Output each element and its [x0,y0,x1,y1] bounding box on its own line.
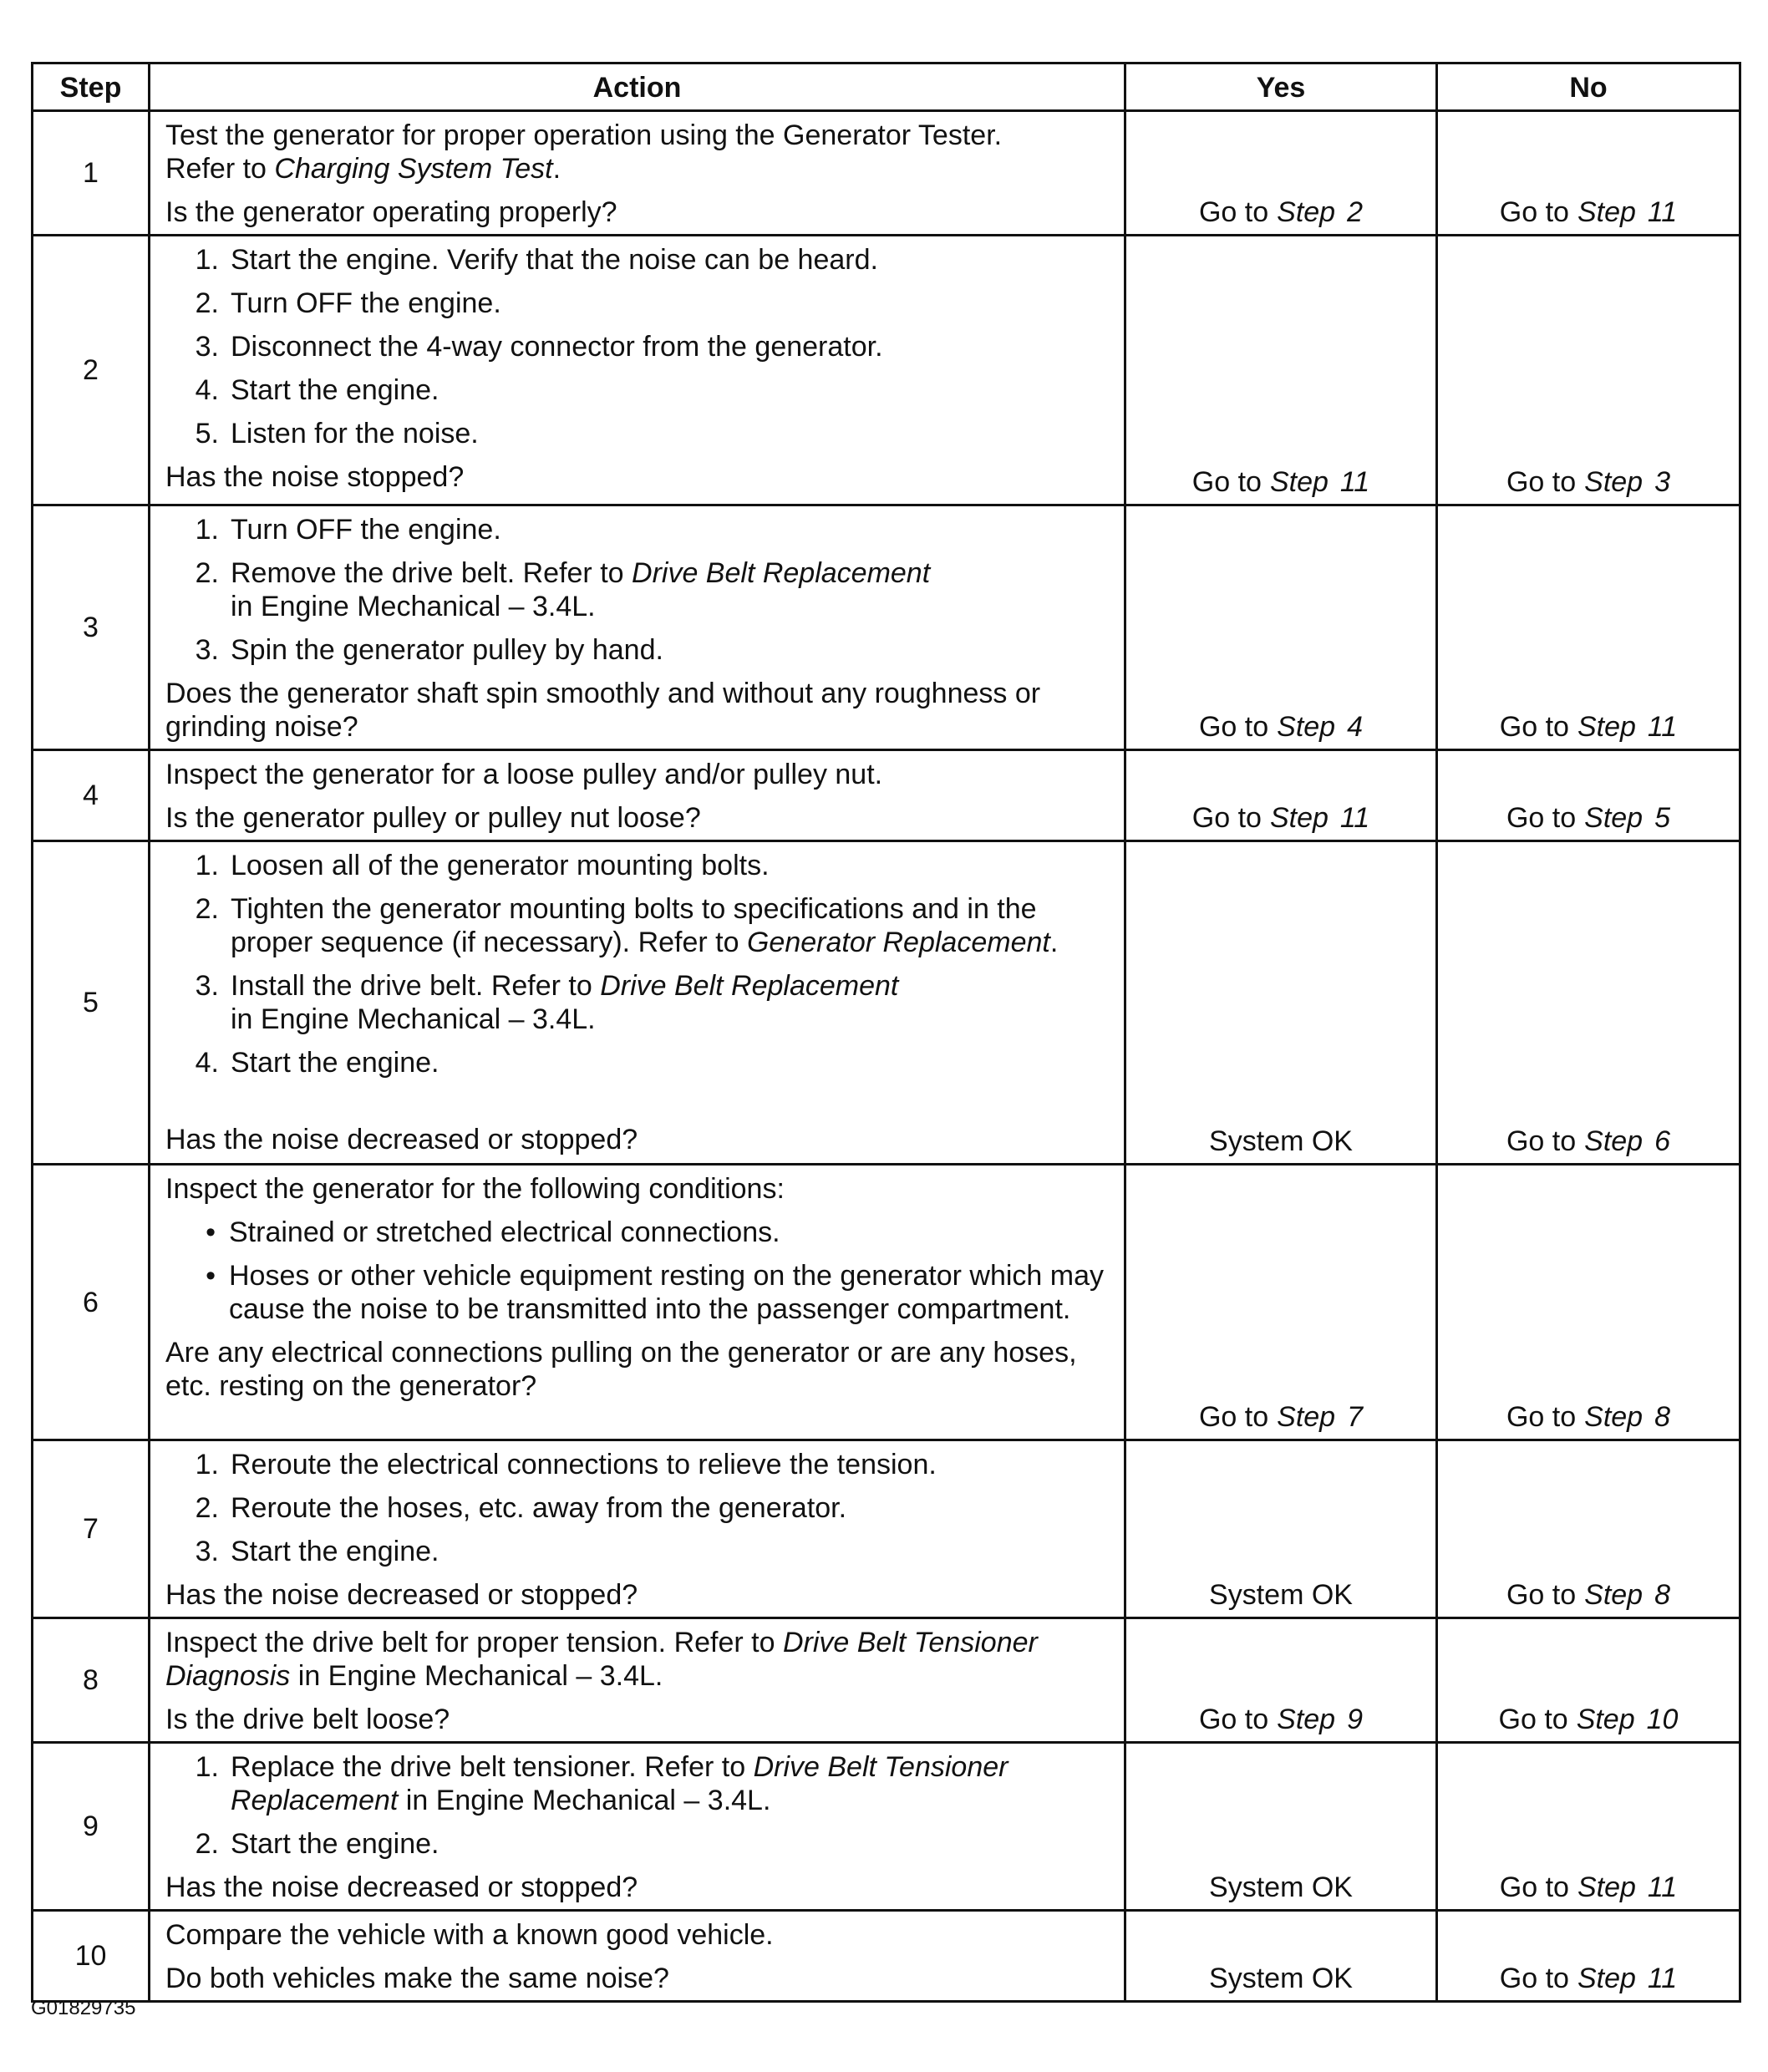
yes-cell: Go to Step 9 [1125,1618,1437,1743]
action-cell [150,1440,1125,1618]
step-number: 1 [33,111,150,236]
no-cell: Go to Step 3 [1437,236,1740,505]
header-no: No [1437,63,1740,111]
figure-code: G01829735 [31,1997,136,2019]
step-number: 3 [33,505,150,750]
action-text: Inspect the generator for the following conditions: [165,1173,785,1205]
list-item: 4. Start the engine. [195,374,439,406]
action-text: Refer to Charging System Test. [165,153,561,185]
yes-cell: Go to Step 4 [1125,505,1437,750]
question-text: Do both vehicles make the same noise? [165,1963,669,1994]
question-text: Is the generator pulley or pulley nut loose? [165,802,701,834]
action-cell [150,750,1125,841]
step-number: 7 [33,1440,150,1618]
action-cell [150,1618,1125,1743]
list-item: 1. Reroute the electrical connections to relieve the tension. [195,1449,937,1480]
list-item: 1. Loosen all of the generator mounting bolts. [195,850,770,881]
action-cell [150,111,1125,236]
goto-no-step: 11 [1647,1963,1678,1994]
table-row [33,236,1740,505]
action-cell [150,236,1125,505]
question-text: Are any electrical connections pulling on the generator or are any hoses, etc. resting on the generator? [165,1337,1077,1402]
table-header-row [33,63,1740,111]
yes-cell: System OK [1125,1743,1437,1911]
step-number: 4 [33,750,150,841]
step-number: 9 [33,1743,150,1911]
list-item: 2. Tighten the generator mounting bolts to specifications and in the proper sequence (if necessary). Refer to Generator Replacement. [195,893,1059,958]
step-number: 5 [33,841,150,1165]
list-item: 1. Turn OFF the engine. [195,514,501,546]
no-cell [1437,111,1740,236]
step-number: 6 [33,1165,150,1440]
no-cell: Go to Step 8 [1437,1165,1740,1440]
goto-label: Go to [1499,196,1569,228]
no-cell: Go to Step 5 [1437,750,1740,841]
goto-no-step: 11 [1647,711,1678,743]
table-row [33,111,1740,236]
list-item: 1. Replace the drive belt tensioner. Refer to Drive Belt Tensioner Replacement in Engine Mechanical – 3.4L. [195,1751,1008,1816]
table-row [33,1165,1740,1440]
yes-cell: Go to Step 11 [1125,236,1437,505]
action-text: Test the generator for proper operation using the Generator Tester. [165,119,1003,151]
table-row [33,750,1740,841]
question-text: Has the noise decreased or stopped? [165,1124,638,1155]
action-cell [150,841,1125,1165]
header-step: Step [33,63,150,111]
action-cell [150,1911,1125,2002]
step-number: 10 [33,1911,150,2002]
list-item: 3. Disconnect the 4-way connector from the generator. [195,331,883,363]
goto-no-step: 11 [1647,196,1678,228]
list-item: 4. Start the engine. [195,1047,439,1079]
action-text: Inspect the drive belt for proper tension. Refer to Drive Belt Tensioner Diagnosis in Engine Mechanical – 3.4L. [165,1627,1038,1692]
yes-cell: System OK [1125,1440,1437,1618]
action-text: Compare the vehicle with a known good vehicle. [165,1919,774,1951]
goto-yes-step: 2 [1347,196,1364,228]
action-cell [150,1165,1125,1440]
no-cell: Go to Step 11 [1437,1911,1740,2002]
bullet-item: • Strained or stretched electrical connections. [206,1216,780,1248]
goto-no-step: 8 [1654,1401,1671,1433]
list-item: 2. Turn OFF the engine. [195,287,501,319]
step-number: 2 [33,236,150,505]
no-cell: Go to Step 10 [1437,1618,1740,1743]
list-item: 3. Install the drive belt. Refer to Drive Belt Replacement in Engine Mechanical – 3.4L. [195,970,899,1035]
table-row [33,1618,1740,1743]
goto-yes-step: 4 [1347,711,1364,743]
goto-no-step: 3 [1654,466,1671,498]
no-cell: Go to Step 6 [1437,841,1740,1165]
list-item: 2. Start the engine. [195,1828,439,1860]
yes-cell [1125,111,1437,236]
question-text: Has the noise decreased or stopped? [165,1579,638,1611]
table-row [33,1911,1740,2002]
table-row [33,1743,1740,1911]
no-cell: Go to Step 11 [1437,1743,1740,1911]
question-text: Has the noise stopped? [165,461,465,493]
table-row [33,1440,1740,1618]
goto-yes-step: 11 [1339,466,1370,498]
step-word: Step [1577,196,1636,228]
goto-no-step: 10 [1646,1704,1679,1735]
list-item: 2. Remove the drive belt. Refer to Drive Belt Replacement in Engine Mechanical – 3.4L. [195,557,931,622]
goto-label: Go to [1198,196,1269,228]
no-cell: Go to Step 8 [1437,1440,1740,1618]
goto-yes-step: 9 [1347,1704,1364,1735]
question-text: Is the generator operating properly? [165,196,617,228]
table-row [33,505,1740,750]
action-cell [150,1743,1125,1911]
goto-no-step: 5 [1654,802,1671,834]
yes-cell: Go to Step 7 [1125,1165,1437,1440]
list-item: 3. Start the engine. [195,1536,439,1567]
no-cell: Go to Step 11 [1437,505,1740,750]
step-word: Step [1277,196,1336,228]
header-yes: Yes [1125,63,1437,111]
bullet-item: • Hoses or other vehicle equipment resting on the generator which may cause the noise to be transmitted into the passenger compartment. [206,1260,1105,1325]
header-action: Action [150,63,1125,111]
action-text: Inspect the generator for a loose pulley and/or pulley nut. [165,759,883,790]
goto-no-step: 6 [1654,1125,1671,1157]
goto-yes-step: 11 [1339,802,1370,834]
yes-cell: Go to Step 11 [1125,750,1437,841]
table-row [33,841,1740,1165]
action-cell [150,505,1125,750]
step-number: 8 [33,1618,150,1743]
goto-no-step: 8 [1654,1579,1671,1611]
goto-yes-step: 7 [1347,1401,1364,1433]
list-item: 3. Spin the generator pulley by hand. [195,634,663,666]
list-item: 1. Start the engine. Verify that the noise can be heard. [195,244,878,276]
diagnostic-table [31,62,1741,2003]
list-item: 2. Reroute the hoses, etc. away from the generator. [195,1492,847,1524]
question-text: Has the noise decreased or stopped? [165,1871,638,1903]
question-text: Is the drive belt loose? [165,1704,450,1735]
list-item: 5. Listen for the noise. [195,418,479,449]
yes-cell: System OK [1125,841,1437,1165]
question-text: Does the generator shaft spin smoothly and without any roughness or grinding noise? [165,678,1041,743]
goto-no-step: 11 [1647,1871,1678,1903]
yes-cell: System OK [1125,1911,1437,2002]
